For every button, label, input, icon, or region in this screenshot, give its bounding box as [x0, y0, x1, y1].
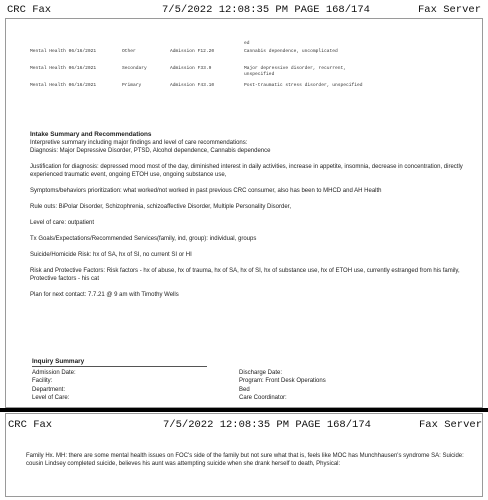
- fax-sender: CRC Fax: [7, 4, 52, 16]
- plan-line: Plan for next contact: 7.7.21 @ 9 am with Timothy Wells: [30, 292, 179, 298]
- table-row: [30, 49, 470, 66]
- fax-header-bottom: [5, 417, 483, 433]
- level-of-care-line: Level of care: outpatient: [30, 220, 95, 226]
- inquiry-title: Inquiry Summary: [32, 358, 85, 365]
- fax-timestamp-page: 7/5/2022 12:08:35 PM PAGE 168/174: [162, 4, 370, 16]
- fax-sender: CRC Fax: [8, 419, 53, 431]
- risk-factors-line: Risk and Protective Factors: Risk factors - hx of abuse, hx of trauma, hx of SA, hx of SI, hx of substance use, hx of ETOH use, currently estranged from his family, Protective factors - his cat: [30, 268, 460, 282]
- inquiry-label: Bed: [239, 386, 250, 393]
- fax-page-2: [5, 413, 483, 497]
- inquiry-label: Discharge Date:: [239, 370, 283, 376]
- dx-type: Mental Health 06/16/2021: [30, 83, 97, 88]
- inquiry-row: [32, 386, 472, 394]
- interpretive-line: Interpretive summary including major findings and level of care recommendations:: [30, 140, 248, 146]
- fax-server-label: Fax Server: [418, 4, 482, 16]
- inquiry-summary: [32, 369, 472, 403]
- goals-line: Tx Goals/Expectations/Recommended Services(family, ind, group): individual, groups: [30, 236, 257, 242]
- symptoms-line: Symptoms/behaviors prioritization: what worked/not worked in past previous CRC consumer, also has been to MHCD and AH Health: [30, 188, 382, 194]
- dx-rank: Other: [122, 49, 136, 54]
- dx-code: Admission F33.9: [170, 66, 212, 71]
- dx-fragment: ed: [244, 41, 250, 46]
- diagnosis-table: [30, 39, 470, 100]
- dx-desc: Cannabis dependence, uncomplicated: [244, 49, 338, 54]
- inquiry-label: Facility:: [32, 378, 53, 385]
- dx-type: Mental Health 06/16/2021: [30, 66, 97, 71]
- intake-title: Intake Summary and Recommendations: [30, 131, 152, 138]
- dx-code: Admission F43.10: [170, 83, 215, 88]
- inquiry-row: [32, 377, 472, 385]
- intake-summary: [30, 131, 478, 299]
- suicide-risk-line: Suicide/Homicide Risk: hx of SA, hx of SI, no current SI or HI: [30, 252, 192, 258]
- justification-line: Justification for diagnosis: depressed mood most of the day, diminished interest in daily activities, increase in appetite, insomnia, decrease in concentration, directly experienced traumatic event, ongoing ETOH use, ongoing substance use,: [30, 164, 463, 178]
- inquiry-row: [32, 394, 472, 402]
- fax-timestamp-page: 7/5/2022 12:08:35 PM PAGE 168/174: [163, 419, 371, 431]
- inquiry-label: Care Coordinator:: [239, 395, 287, 402]
- inquiry-label: Program: Front Desk Operations: [239, 378, 326, 385]
- diagnosis-line: Diagnosis: Major Depressive Disorder, PTSD, Alcohol dependence, Cannabis dependence: [30, 148, 271, 154]
- table-row: [30, 83, 470, 100]
- inquiry-row: [32, 369, 472, 377]
- inquiry-label: Department:: [32, 386, 66, 393]
- dx-code: Admission F12.20: [170, 49, 215, 54]
- inquiry-divider: [32, 366, 207, 367]
- dx-desc: Post-traumatic stress disorder, unspecified: [244, 83, 363, 88]
- rule-outs-line: Rule outs: BiPolar Disorder, Schizophrenia, schizoaffective Disorder, Multiple Personality Disorder,: [30, 204, 292, 210]
- dx-type: Mental Health 06/16/2021: [30, 49, 97, 54]
- page-divider: [0, 408, 488, 412]
- inquiry-label: Admission Date:: [32, 370, 76, 376]
- fax-header-top: [0, 2, 488, 18]
- fax-server-label: Fax Server: [419, 419, 483, 431]
- table-row: [30, 66, 470, 83]
- dx-desc: Major depressive disorder, recurrent, unspecified: [244, 66, 346, 77]
- family-history-text: Family Hx. MH: there are some mental health issues on FOC's side of the family but not sure what that is, feels like MOC has Munchhausen's syndrome SA: Suicide: cousin Lindsey completed suicide, believes his aunt was attempting suicide when she drank herself to death, Physical:: [26, 453, 464, 468]
- dx-rank: Primary: [122, 83, 142, 88]
- inquiry-label: Level of Care:: [32, 395, 70, 402]
- fax-page-1: [5, 18, 483, 408]
- dx-rank: Secondary: [122, 66, 147, 71]
